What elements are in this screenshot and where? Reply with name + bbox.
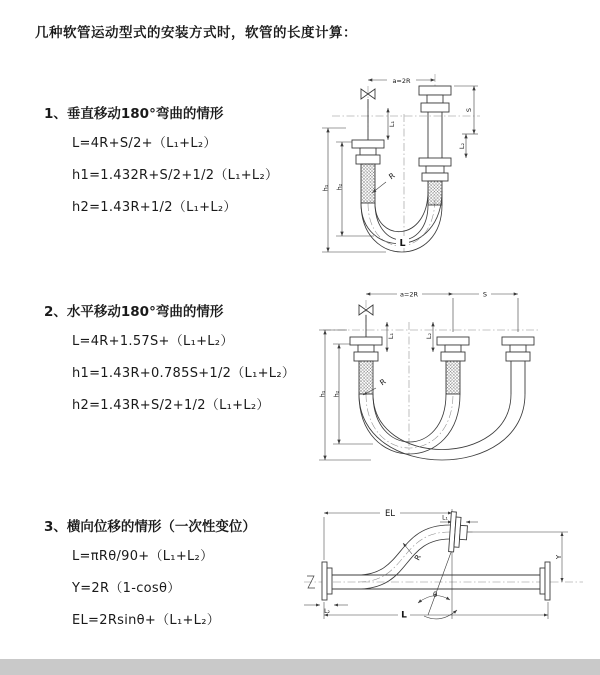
section-vertical-movement <box>44 102 319 224</box>
braided-hose-section <box>359 361 373 394</box>
hose-curves <box>358 525 450 589</box>
braided-hose-section <box>446 361 460 394</box>
formula-h2: h2=1.43R+1/2（L₁+L₂） <box>72 200 237 215</box>
dim-label-l2: L₂ <box>324 608 330 615</box>
pipe-fittings <box>352 86 451 205</box>
dim-label-l2: L₂ <box>425 332 433 340</box>
pipe-fittings <box>322 512 550 600</box>
dimension-lines <box>322 80 478 252</box>
centerlines <box>323 300 539 454</box>
section-3-heading: 3、横向位移的情形（一次性变位） <box>44 519 256 535</box>
formula-y: Y=2R（1-cosθ） <box>72 581 181 596</box>
dim-label-a2r: a=2R <box>399 290 419 299</box>
formula-length: L=4R+1.57S+（L₁+L₂） <box>72 334 234 349</box>
dim-label-y: Y <box>555 554 563 560</box>
dim-label-h1: h₁ <box>321 184 330 192</box>
dim-label-l1: L₁ <box>388 120 396 128</box>
formula-el: EL=2Rsinθ+（L₁+L₂） <box>72 613 221 628</box>
dim-label-s: S <box>465 107 473 113</box>
section-2-heading: 2、水平移动180°弯曲的情形 <box>44 304 224 320</box>
formula-h2: h2=1.43R+S/2+1/2（L₁+L₂） <box>72 398 270 413</box>
dim-label-angle: θ <box>433 591 438 599</box>
dim-label-radius: R <box>378 376 388 388</box>
page-bottom-edge <box>0 659 600 675</box>
braided-hose-section <box>361 164 375 203</box>
formula-h1: h1=1.432R+S/2+1/2（L₁+L₂） <box>72 168 279 183</box>
section-lateral-displacement <box>44 515 319 637</box>
dim-label-radius: R <box>412 553 423 562</box>
dim-label-h2: h₂ <box>332 390 341 398</box>
dim-label-l1: L₁ <box>442 514 448 522</box>
dim-label-l1: L₁ <box>387 332 395 340</box>
formula-length: L=4R+S/2+（L₁+L₂） <box>72 136 217 151</box>
dim-label-l2: L₂ <box>458 142 466 150</box>
dim-label-radius: R <box>387 170 397 182</box>
dim-label-s: S <box>482 290 488 299</box>
dim-label-length: L <box>401 610 407 621</box>
section-horizontal-movement <box>44 300 319 422</box>
dim-label-el: EL <box>384 509 396 519</box>
dimension-labels <box>324 508 563 621</box>
section-1-heading: 1、垂直移动180°弯曲的情形 <box>44 106 224 122</box>
formula-length: L=πRθ/90+（L₁+L₂） <box>72 549 214 564</box>
dim-label-length: L <box>399 238 406 249</box>
formula-h1: h1=1.43R+0.785S+1/2（L₁+L₂） <box>72 366 296 381</box>
page-title: 几种软管运动型式的安装方式时，软管的长度计算： <box>35 25 357 41</box>
dim-label-h2: h₂ <box>335 183 344 191</box>
diagram-horizontal-180-bend <box>313 282 571 464</box>
dimension-lines <box>304 509 568 619</box>
diagram-lateral-displacement <box>300 503 588 649</box>
braided-hose-section <box>428 181 442 205</box>
hose-curves <box>359 394 525 460</box>
dimension-lines <box>319 294 518 460</box>
dim-label-a2r: a=2R <box>392 76 411 85</box>
centerlines <box>332 74 480 254</box>
diagram-vertical-180-bend <box>316 70 562 256</box>
dim-label-h1: h₁ <box>318 390 327 398</box>
